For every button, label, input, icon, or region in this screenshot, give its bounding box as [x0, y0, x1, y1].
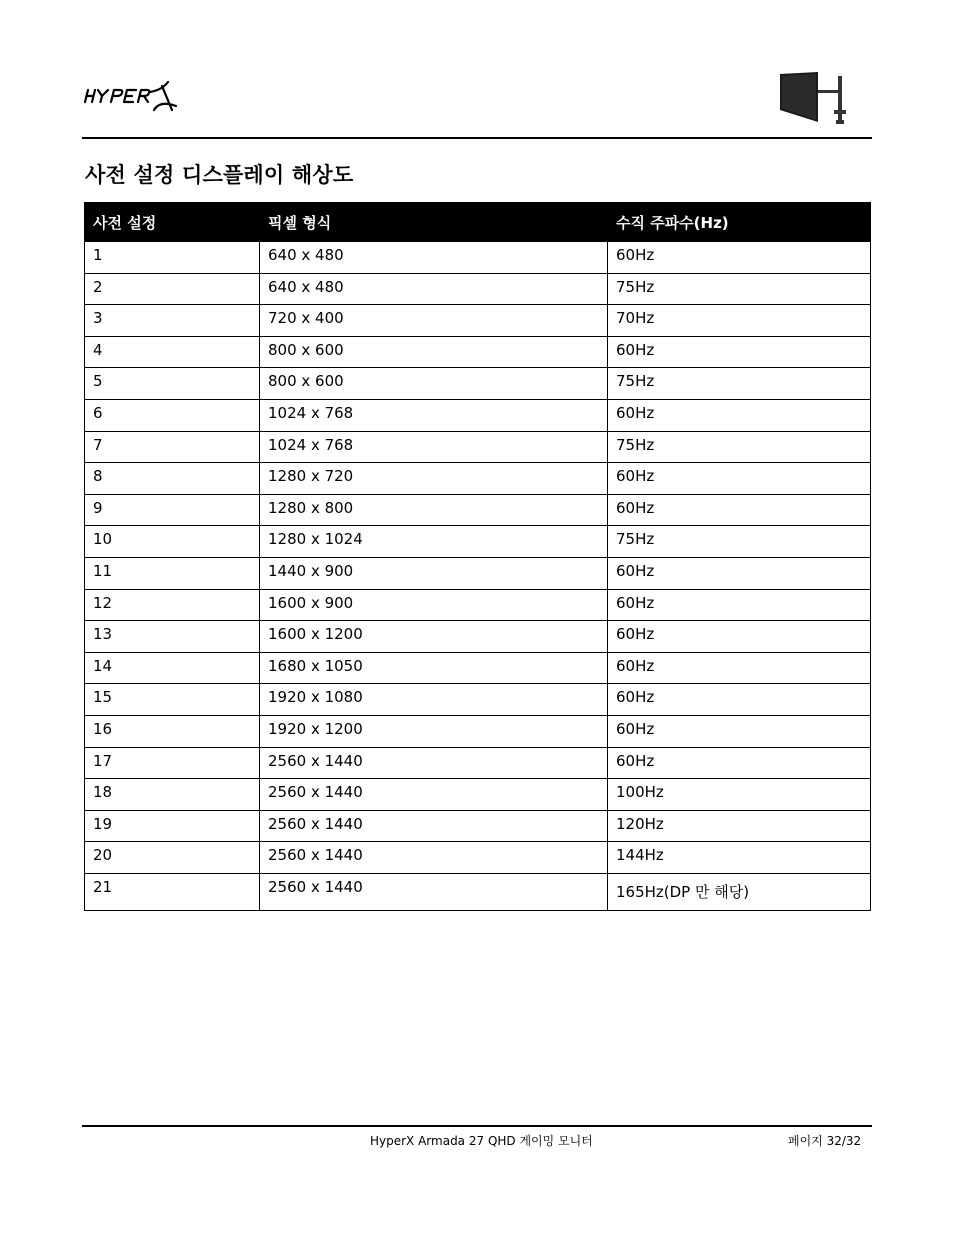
cell-preset: 1 — [85, 242, 260, 274]
cell-pixel-format: 1440 x 900 — [260, 557, 608, 589]
cell-preset: 10 — [85, 526, 260, 558]
table-row — [85, 747, 871, 779]
cell-frequency: 60Hz — [608, 684, 871, 716]
cell-frequency: 60Hz — [608, 494, 871, 526]
cell-frequency: 60Hz — [608, 557, 871, 589]
page-header — [82, 68, 872, 128]
table-row — [85, 589, 871, 621]
cell-preset: 13 — [85, 621, 260, 653]
table-row — [85, 368, 871, 400]
cell-pixel-format: 1280 x 1024 — [260, 526, 608, 558]
cell-preset: 14 — [85, 652, 260, 684]
monitor-arm-icon — [778, 70, 850, 128]
cell-preset: 7 — [85, 431, 260, 463]
table-row — [85, 873, 871, 910]
cell-pixel-format: 800 x 600 — [260, 336, 608, 368]
cell-pixel-format: 1920 x 1200 — [260, 715, 608, 747]
cell-frequency: 60Hz — [608, 336, 871, 368]
table-row — [85, 242, 871, 274]
table-row — [85, 684, 871, 716]
cell-preset: 15 — [85, 684, 260, 716]
cell-preset: 9 — [85, 494, 260, 526]
cell-pixel-format: 640 x 480 — [260, 273, 608, 305]
column-header-pixel-format: 픽셀 형식 — [260, 203, 608, 242]
column-header-vertical-frequency: 수직 주파수(Hz) — [608, 203, 871, 242]
cell-pixel-format: 1280 x 720 — [260, 463, 608, 495]
cell-pixel-format: 1024 x 768 — [260, 399, 608, 431]
cell-pixel-format: 2560 x 1440 — [260, 810, 608, 842]
cell-pixel-format: 1600 x 900 — [260, 589, 608, 621]
table-row — [85, 494, 871, 526]
table-header-row — [85, 203, 871, 242]
cell-frequency: 120Hz — [608, 810, 871, 842]
cell-preset: 11 — [85, 557, 260, 589]
cell-preset: 18 — [85, 779, 260, 811]
page-title: 사전 설정 디스플레이 해상도 — [85, 163, 354, 187]
table-row — [85, 810, 871, 842]
cell-pixel-format: 800 x 600 — [260, 368, 608, 400]
cell-frequency: 70Hz — [608, 305, 871, 337]
preset-resolution-table — [84, 202, 871, 911]
cell-preset: 4 — [85, 336, 260, 368]
column-header-preset: 사전 설정 — [85, 203, 260, 242]
cell-frequency: 75Hz — [608, 273, 871, 305]
table-row — [85, 399, 871, 431]
cell-preset: 3 — [85, 305, 260, 337]
table-row — [85, 621, 871, 653]
cell-preset: 20 — [85, 842, 260, 874]
table-body — [85, 242, 871, 911]
cell-frequency: 75Hz — [608, 526, 871, 558]
cell-frequency: 60Hz — [608, 242, 871, 274]
cell-frequency: 75Hz — [608, 431, 871, 463]
cell-frequency: 60Hz — [608, 652, 871, 684]
table-row — [85, 305, 871, 337]
table-row — [85, 273, 871, 305]
cell-preset: 21 — [85, 873, 260, 910]
cell-frequency: 60Hz — [608, 621, 871, 653]
table-row — [85, 463, 871, 495]
table-row — [85, 715, 871, 747]
footer-page-number: 페이지 32/32 — [788, 1134, 862, 1148]
cell-pixel-format: 2560 x 1440 — [260, 873, 608, 910]
table-row — [85, 779, 871, 811]
footer-document-title: HyperX Armada 27 QHD 게이밍 모니터 — [370, 1134, 593, 1148]
cell-preset: 5 — [85, 368, 260, 400]
cell-pixel-format: 720 x 400 — [260, 305, 608, 337]
cell-frequency: 60Hz — [608, 589, 871, 621]
cell-preset: 17 — [85, 747, 260, 779]
table-row — [85, 842, 871, 874]
cell-frequency: 75Hz — [608, 368, 871, 400]
cell-preset: 8 — [85, 463, 260, 495]
table-row — [85, 652, 871, 684]
cell-frequency: 165Hz(DP 만 해당) — [608, 873, 871, 910]
cell-pixel-format: 1680 x 1050 — [260, 652, 608, 684]
cell-preset: 16 — [85, 715, 260, 747]
cell-preset: 19 — [85, 810, 260, 842]
cell-frequency: 60Hz — [608, 747, 871, 779]
cell-pixel-format: 640 x 480 — [260, 242, 608, 274]
cell-pixel-format: 1024 x 768 — [260, 431, 608, 463]
cell-preset: 6 — [85, 399, 260, 431]
cell-pixel-format: 1280 x 800 — [260, 494, 608, 526]
cell-pixel-format: 2560 x 1440 — [260, 842, 608, 874]
cell-pixel-format: 1600 x 1200 — [260, 621, 608, 653]
cell-preset: 12 — [85, 589, 260, 621]
cell-frequency: 144Hz — [608, 842, 871, 874]
cell-frequency: 100Hz — [608, 779, 871, 811]
cell-preset: 2 — [85, 273, 260, 305]
cell-pixel-format: 2560 x 1440 — [260, 747, 608, 779]
cell-frequency: 60Hz — [608, 399, 871, 431]
table-row — [85, 526, 871, 558]
cell-pixel-format: 1920 x 1080 — [260, 684, 608, 716]
header-divider — [82, 137, 872, 139]
hyperx-logo-icon — [84, 80, 184, 112]
table-row — [85, 431, 871, 463]
cell-frequency: 60Hz — [608, 715, 871, 747]
table-row — [85, 557, 871, 589]
cell-frequency: 60Hz — [608, 463, 871, 495]
cell-pixel-format: 2560 x 1440 — [260, 779, 608, 811]
table-row — [85, 336, 871, 368]
footer-divider — [82, 1125, 872, 1127]
